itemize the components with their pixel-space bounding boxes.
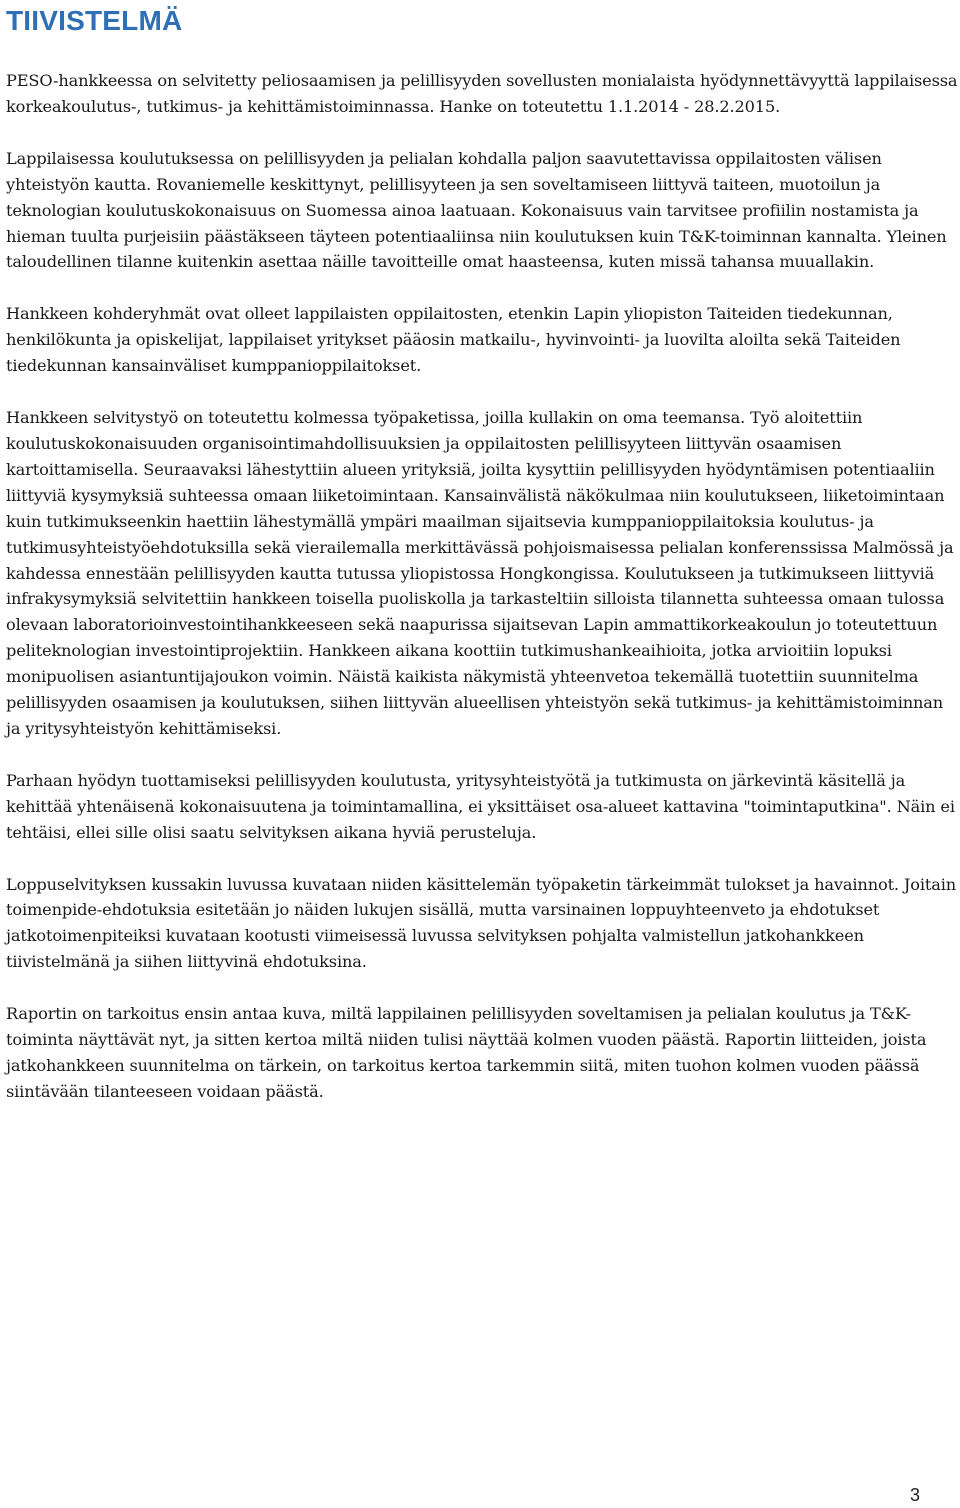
page-number: 3 [909, 1485, 920, 1505]
paragraph-1: PESO-hankkeessa on selvitetty peliosaamisen ja pelillisyyden sovellusten monialaista hyödynnettävyyttä lappilaisessa korkeakoulutus-, tutkimus- ja kehittämistoiminnassa. Hanke on toteutettu 1.1.2014 - 28.2.2015. [6, 71, 958, 116]
summary-body [6, 68, 958, 1131]
paragraph-7: Raportin on tarkoitus ensin antaa kuva, miltä lappilainen pelillisyyden soveltamisen ja pelialan koulutus ja T&K-toiminta näyttävät nyt, ja sitten kertoa miltä niiden tulisi näyttää kolmen vuoden päästä. Raportin liitteiden, joista jatkohankkeen suunnitelma on tärkein, on tarkoitus kertoa tarkemmin siitä, miten tuohon kolmen vuoden päässä siintävään tilanteeseen voidaan päästä. [6, 1004, 927, 1101]
page-title: TIIVISTELMÄ [6, 5, 183, 36]
paragraph-6: Loppuselvityksen kussakin luvussa kuvataan niiden käsittelemän työpaketin tärkeimmät tulokset ja havainnot. Joitain toimenpide-ehdotuksia esitetään jo näiden lukujen sisällä, mutta varsinainen loppuyhteenveto ja ehdotukset jatkotoimenpiteiksi kuvataan kootusti viimeisessä luvussa selvityksen pohjalta valmistellun jatkohankkeen tiivistelmänä ja siihen liittyvinä ehdotuksina. [6, 874, 957, 972]
paragraph-5: Parhaan hyödyn tuottamiseksi pelillisyyden koulutusta, yritysyhteistyötä ja tutkimusta on järkevintä käsitellä ja kehittää yhtenäisenä kokonaisuutena ja toimintamallina, ei yksittäiset osa-alueet kattavina "toimintaputkina". Näin ei tehtäisi, ellei sille olisi saatu selvityksen aikana hyviä perusteluja. [6, 770, 955, 842]
paragraph-2: Lappilaisessa koulutuksessa on pelillisyyden ja pelialan kohdalla paljon saavutettavissa oppilaitosten välisen yhteistyön kautta. Rovaniemelle keskittynyt, pelillisyyteen ja sen soveltamiseen liittyvä taiteen, muotoilun ja teknologian koulutuskokonaisuus on Suomessa ainoa laatuaan. Kokonaisuus vain tarvitsee profiilin nostamista ja hieman tuulta purjeisiin päästäkseen täyteen potentiaaliinsa niin koulutuksen kuin T&K-toiminnan kannalta. Yleinen taloudellinen tilanne kuitenkin asettaa näille tavoitteille omat haasteensa, kuten missä tahansa muuallakin. [6, 148, 947, 272]
paragraph-4: Hankkeen selvitystyö on toteutettu kolmessa työpaketissa, joilla kullakin on oma teemansa. Työ aloitettiin koulutuskokonaisuuden organisointimahdollisuuksien ja oppilaitosten pelillisyyteen liittyvän osaamisen kartoittamisella. Seuraavaksi lähestyttiin alueen yrityksiä, joilta kysyttiin pelillisyyden hyödyntämisen potentiaaliin liittyviä kysymyksiä suhteessa omaan liiketoimintaan. Kansainvälistä näkökulmaa niin koulutukseen, liiketoimintaan kuin tutkimukseenkin haettiin lähestymällä ympäri maailman sijaitsevia kumppanioppilaitoksia koulutus- ja tutkimusyhteistyöehdotuksilla sekä vierailemalla merkittävässä pohjoismaisessa pelialan konferenssissa Malmössä ja kahdessa ennestään pelillisyyden kautta tutussa yliopistossa Hongkongissa. Koulutukseen ja tutkimukseen liittyviä infrakysymyksiä selvitettiin hankkeen toisella puoliskolla ja tarkasteltiin silloista tilannetta suhteessa omaan tulossa olevaan laboratorioinvestointihankkeeseen sekä naapurissa sijaitsevan Lapin ammattikorkeakoulun jo toteutettuun peliteknologian investointiprojektiin. Hankkeen aikana koottiin tutkimushankeaihioita, jotka arvioitiin lopuksi monipuolisen asiantuntijajoukon voimin. Näistä kaikista näkymistä yhteenvetoa tekemällä tuotettiin suunnitelma pelillisyyden osaamisen ja koulutuksen, siihen liittyvän alueellisen yhteistyön sekä tutkimus- ja kehittämistoiminnan ja yritysyhteistyön kehittämiseksi. [6, 408, 954, 738]
paragraph-3: Hankkeen kohderyhmät ovat olleet lappilaisten oppilaitosten, etenkin Lapin yliopiston Taiteiden tiedekunnan, henkilökunta ja opiskelijat, lappilaiset yritykset pääosin matkailu-, hyvinvointi- ja luovilta aloilta sekä Taiteiden tiedekunnan kansainväliset kumppanioppilaitokset. [6, 304, 901, 376]
